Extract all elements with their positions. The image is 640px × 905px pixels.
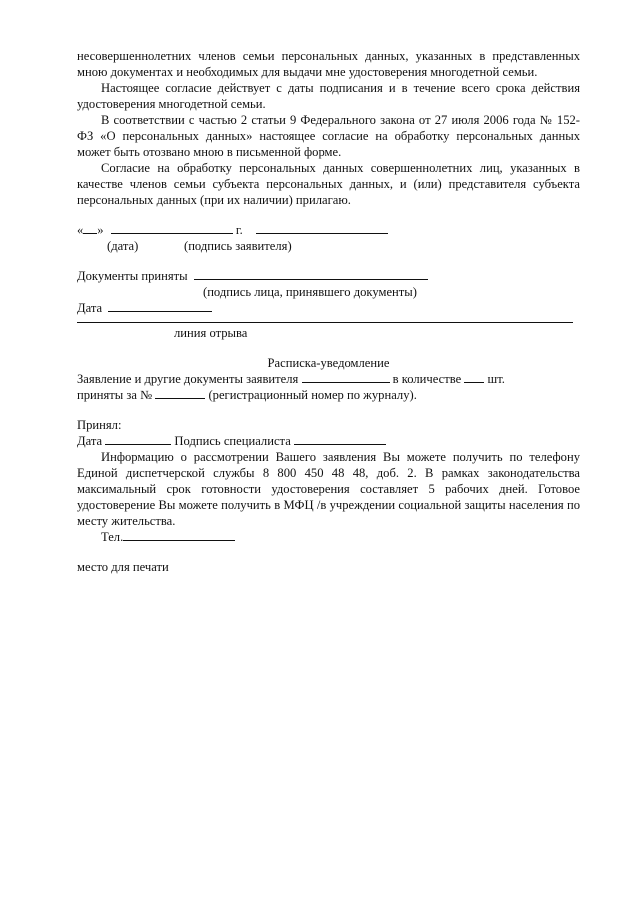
accepted-date-blank[interactable] — [108, 300, 212, 312]
spec-signature-label: Подпись специалиста — [174, 434, 291, 448]
year-suffix: г. — [235, 223, 243, 237]
quantity-blank[interactable] — [464, 371, 484, 383]
receipt-pcs-label: шт. — [487, 372, 505, 386]
receipt-info-paragraph: Информацию о рассмотрении Вашего заявления Вы можете получить по телефону Единой диспетчерской службы 8 800 450 48 48, доб. 2. В рамках законодательства максимальный срок готовности удостоверения составляет 5 рабочих дней. Готовое удостоверение Вы можете получить в МФЦ /в учреждении социальной защиты населения по месту жительства. — [77, 450, 580, 528]
receipt-line-1 — [77, 371, 580, 387]
signature-captions — [77, 238, 580, 254]
signature-date-line — [77, 222, 580, 238]
reg-number-blank[interactable] — [155, 387, 205, 399]
spacer — [77, 403, 580, 417]
spacer — [77, 208, 580, 222]
receipt-title: Расписка-уведомление — [267, 356, 390, 370]
date-caption: (дата) — [107, 239, 139, 253]
receipt-docs-label: Заявление и другие документы заявителя — [77, 372, 299, 386]
accepted-date-label: Дата — [77, 301, 103, 315]
quote-close: » — [97, 223, 104, 237]
accepted-signature-blank[interactable] — [194, 268, 428, 280]
tel-line — [77, 529, 580, 545]
tel-blank[interactable] — [123, 529, 235, 541]
spacer — [77, 254, 580, 268]
accepted-label: Документы приняты — [77, 269, 188, 283]
docs-blank[interactable] — [302, 371, 390, 383]
receipt-accepted-by: Принял: — [77, 418, 122, 432]
signature-caption: (подпись заявителя) — [184, 239, 292, 253]
receipt-quantity-label: в количестве — [392, 372, 462, 386]
spacer — [77, 545, 580, 559]
month-blank[interactable] — [111, 222, 233, 234]
accepted-caption: (подпись лица, принявшего документы) — [203, 285, 417, 299]
receipt-date-line — [77, 433, 580, 449]
day-blank[interactable] — [83, 222, 97, 234]
accepted-line — [77, 268, 580, 284]
consent-paragraph-4: Согласие на обработку персональных данных совершеннолетних лиц, указанных в качестве членов семьи субъекта персональных данных, и (или) представителя субъекта персональных данных (при их наличии) прилагаю. — [77, 161, 580, 207]
receipt-accepted-label: приняты за № — [77, 388, 153, 402]
tear-line — [77, 322, 573, 323]
consent-paragraph-2: Настоящее согласие действует с даты подписания и в течение всего срока действия удостоверения многодетной семьи. — [77, 81, 580, 111]
receipt-reg-caption: (регистрационный номер по журналу). — [208, 388, 417, 402]
consent-paragraph-3: В соответствии с частью 2 статьи 9 Федерального закона от 27 июля 2006 года № 152-ФЗ «О персональных данных» настоящее согласие на обработку персональных данных может быть отозвано мною в письменной форме. — [77, 113, 580, 159]
quote-open: « — [77, 223, 84, 237]
spacer — [77, 341, 580, 355]
spec-signature-blank[interactable] — [294, 433, 386, 445]
tel-label: Тел. — [101, 530, 124, 544]
accepted-date-line — [77, 300, 580, 316]
receipt-line-2 — [77, 387, 580, 403]
receipt-date-blank[interactable] — [105, 433, 171, 445]
document-page — [77, 48, 580, 575]
signature-blank[interactable] — [256, 222, 388, 234]
consent-paragraph-1: несовершеннолетних членов семьи персональных данных, указанных в представленных мною документах и необходимых для выдачи мне удостоверения многодетной семьи. — [77, 49, 580, 79]
receipt-date-label: Дата — [77, 434, 103, 448]
stamp-place-label: место для печати — [77, 560, 169, 574]
tear-label: линия отрыва — [174, 326, 248, 340]
